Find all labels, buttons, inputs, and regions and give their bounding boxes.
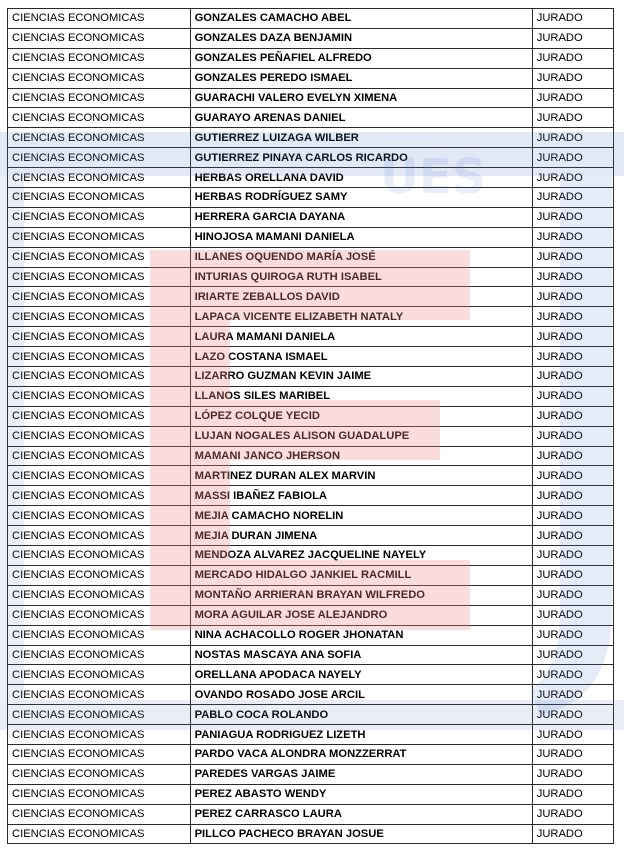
role-cell: JURADO	[532, 207, 613, 227]
name-cell: PANIAGUA RODRIGUEZ LIZETH	[190, 725, 532, 745]
name-cell: MENDOZA ALVAREZ JACQUELINE NAYELY	[190, 546, 532, 566]
name-cell: HERBAS ORELLANA DAVID	[190, 168, 532, 188]
table-row	[8, 108, 614, 128]
name-cell: PEREZ CARRASCO LAURA	[190, 804, 532, 824]
table-row	[8, 645, 614, 665]
faculty-cell: CIENCIAS ECONOMICAS	[8, 287, 191, 307]
faculty-cell: CIENCIAS ECONOMICAS	[8, 307, 191, 327]
faculty-cell: CIENCIAS ECONOMICAS	[8, 744, 191, 764]
faculty-cell: CIENCIAS ECONOMICAS	[8, 247, 191, 267]
name-cell: LAPACA VICENTE ELIZABETH NATALY	[190, 307, 532, 327]
table-row	[8, 207, 614, 227]
role-cell: JURADO	[532, 9, 613, 29]
role-cell: JURADO	[532, 645, 613, 665]
faculty-cell: CIENCIAS ECONOMICAS	[8, 227, 191, 247]
faculty-cell: CIENCIAS ECONOMICAS	[8, 28, 191, 48]
role-cell: JURADO	[532, 685, 613, 705]
role-cell: JURADO	[532, 824, 613, 844]
name-cell: MAMANI JANCO JHERSON	[190, 446, 532, 466]
role-cell: JURADO	[532, 327, 613, 347]
table-row	[8, 148, 614, 168]
name-cell: MARTINEZ DURAN ALEX MARVIN	[190, 466, 532, 486]
table-row	[8, 386, 614, 406]
role-cell: JURADO	[532, 526, 613, 546]
table-row	[8, 625, 614, 645]
role-cell: JURADO	[532, 227, 613, 247]
faculty-cell: CIENCIAS ECONOMICAS	[8, 168, 191, 188]
role-cell: JURADO	[532, 168, 613, 188]
faculty-cell: CIENCIAS ECONOMICAS	[8, 764, 191, 784]
role-cell: JURADO	[532, 744, 613, 764]
table-row	[8, 665, 614, 685]
name-cell: MASSI IBAÑEZ FABIOLA	[190, 486, 532, 506]
name-cell: GUARACHI VALERO EVELYN XIMENA	[190, 88, 532, 108]
name-cell: GONZALES PEREDO ISMAEL	[190, 68, 532, 88]
role-cell: JURADO	[532, 188, 613, 208]
name-cell: MEJIA DURAN JIMENA	[190, 526, 532, 546]
name-cell: LUJAN NOGALES ALISON GUADALUPE	[190, 426, 532, 446]
table-row	[8, 406, 614, 426]
role-cell: JURADO	[532, 48, 613, 68]
role-cell: JURADO	[532, 486, 613, 506]
role-cell: JURADO	[532, 128, 613, 148]
name-cell: NOSTAS MASCAYA ANA SOFIA	[190, 645, 532, 665]
faculty-cell: CIENCIAS ECONOMICAS	[8, 546, 191, 566]
name-cell: PILLCO PACHECO BRAYAN JOSUE	[190, 824, 532, 844]
role-cell: JURADO	[532, 28, 613, 48]
faculty-cell: CIENCIAS ECONOMICAS	[8, 526, 191, 546]
table-row	[8, 88, 614, 108]
name-cell: LAURA MAMANI DANIELA	[190, 327, 532, 347]
jury-roster-table	[7, 8, 614, 844]
role-cell: JURADO	[532, 108, 613, 128]
table-row	[8, 725, 614, 745]
role-cell: JURADO	[532, 267, 613, 287]
table-row	[8, 188, 614, 208]
name-cell: GUTIERREZ PINAYA CARLOS RICARDO	[190, 148, 532, 168]
role-cell: JURADO	[532, 287, 613, 307]
faculty-cell: CIENCIAS ECONOMICAS	[8, 188, 191, 208]
faculty-cell: CIENCIAS ECONOMICAS	[8, 426, 191, 446]
table-row	[8, 526, 614, 546]
faculty-cell: CIENCIAS ECONOMICAS	[8, 9, 191, 29]
role-cell: JURADO	[532, 347, 613, 367]
faculty-cell: CIENCIAS ECONOMICAS	[8, 48, 191, 68]
faculty-cell: CIENCIAS ECONOMICAS	[8, 486, 191, 506]
role-cell: JURADO	[532, 148, 613, 168]
role-cell: JURADO	[532, 665, 613, 685]
name-cell: GUTIERREZ LUIZAGA WILBER	[190, 128, 532, 148]
table-row	[8, 128, 614, 148]
table-row	[8, 744, 614, 764]
table-row	[8, 48, 614, 68]
role-cell: JURADO	[532, 68, 613, 88]
role-cell: JURADO	[532, 466, 613, 486]
role-cell: JURADO	[532, 605, 613, 625]
faculty-cell: CIENCIAS ECONOMICAS	[8, 804, 191, 824]
table-row	[8, 685, 614, 705]
faculty-cell: CIENCIAS ECONOMICAS	[8, 386, 191, 406]
table-row	[8, 227, 614, 247]
faculty-cell: CIENCIAS ECONOMICAS	[8, 585, 191, 605]
role-cell: JURADO	[532, 725, 613, 745]
faculty-cell: CIENCIAS ECONOMICAS	[8, 506, 191, 526]
faculty-cell: CIENCIAS ECONOMICAS	[8, 88, 191, 108]
name-cell: HERRERA GARCIA DAYANA	[190, 207, 532, 227]
name-cell: MEJIA CAMACHO NORELIN	[190, 506, 532, 526]
role-cell: JURADO	[532, 406, 613, 426]
name-cell: GUARAYO ARENAS DANIEL	[190, 108, 532, 128]
faculty-cell: CIENCIAS ECONOMICAS	[8, 784, 191, 804]
name-cell: LIZARRO GUZMAN KEVIN JAIME	[190, 367, 532, 387]
faculty-cell: CIENCIAS ECONOMICAS	[8, 705, 191, 725]
name-cell: MONTAÑO ARRIERAN BRAYAN WILFREDO	[190, 585, 532, 605]
faculty-cell: CIENCIAS ECONOMICAS	[8, 406, 191, 426]
table-row	[8, 347, 614, 367]
faculty-cell: CIENCIAS ECONOMICAS	[8, 148, 191, 168]
table-row	[8, 367, 614, 387]
faculty-cell: CIENCIAS ECONOMICAS	[8, 605, 191, 625]
name-cell: PAREDES VARGAS JAIME	[190, 764, 532, 784]
name-cell: PABLO COCA ROLANDO	[190, 705, 532, 725]
role-cell: JURADO	[532, 386, 613, 406]
table-row	[8, 705, 614, 725]
name-cell: OVANDO ROSADO JOSE ARCIL	[190, 685, 532, 705]
table-row	[8, 486, 614, 506]
table-row	[8, 764, 614, 784]
name-cell: MERCADO HIDALGO JANKIEL RACMILL	[190, 565, 532, 585]
name-cell: GONZALES DAZA BENJAMIN	[190, 28, 532, 48]
table-row	[8, 605, 614, 625]
name-cell: LÓPEZ COLQUE YECID	[190, 406, 532, 426]
table-row	[8, 247, 614, 267]
faculty-cell: CIENCIAS ECONOMICAS	[8, 128, 191, 148]
table-row	[8, 506, 614, 526]
role-cell: JURADO	[532, 764, 613, 784]
role-cell: JURADO	[532, 367, 613, 387]
faculty-cell: CIENCIAS ECONOMICAS	[8, 367, 191, 387]
name-cell: IRIARTE ZEBALLOS DAVID	[190, 287, 532, 307]
faculty-cell: CIENCIAS ECONOMICAS	[8, 108, 191, 128]
role-cell: JURADO	[532, 88, 613, 108]
faculty-cell: CIENCIAS ECONOMICAS	[8, 565, 191, 585]
name-cell: PARDO VACA ALONDRA MONZZERRAT	[190, 744, 532, 764]
faculty-cell: CIENCIAS ECONOMICAS	[8, 625, 191, 645]
table-row	[8, 28, 614, 48]
role-cell: JURADO	[532, 625, 613, 645]
faculty-cell: CIENCIAS ECONOMICAS	[8, 347, 191, 367]
table-row	[8, 168, 614, 188]
role-cell: JURADO	[532, 804, 613, 824]
faculty-cell: CIENCIAS ECONOMICAS	[8, 207, 191, 227]
name-cell: NINA ACHACOLLO ROGER JHONATAN	[190, 625, 532, 645]
role-cell: JURADO	[532, 426, 613, 446]
table-row	[8, 585, 614, 605]
role-cell: JURADO	[532, 506, 613, 526]
faculty-cell: CIENCIAS ECONOMICAS	[8, 466, 191, 486]
name-cell: ILLANES OQUENDO MARÍA JOSÉ	[190, 247, 532, 267]
table-row	[8, 267, 614, 287]
table-row	[8, 446, 614, 466]
table-row	[8, 565, 614, 585]
faculty-cell: CIENCIAS ECONOMICAS	[8, 68, 191, 88]
role-cell: JURADO	[532, 705, 613, 725]
jury-roster-body	[8, 9, 614, 844]
table-row	[8, 804, 614, 824]
table-row	[8, 307, 614, 327]
name-cell: ORELLANA APODACA NAYELY	[190, 665, 532, 685]
faculty-cell: CIENCIAS ECONOMICAS	[8, 327, 191, 347]
faculty-cell: CIENCIAS ECONOMICAS	[8, 446, 191, 466]
table-row	[8, 546, 614, 566]
name-cell: INTURIAS QUIROGA RUTH ISABEL	[190, 267, 532, 287]
table-row	[8, 784, 614, 804]
table-row	[8, 9, 614, 29]
name-cell: HINOJOSA MAMANI DANIELA	[190, 227, 532, 247]
faculty-cell: CIENCIAS ECONOMICAS	[8, 665, 191, 685]
role-cell: JURADO	[532, 247, 613, 267]
faculty-cell: CIENCIAS ECONOMICAS	[8, 267, 191, 287]
name-cell: PEREZ ABASTO WENDY	[190, 784, 532, 804]
role-cell: JURADO	[532, 307, 613, 327]
name-cell: GONZALES PEÑAFIEL ALFREDO	[190, 48, 532, 68]
faculty-cell: CIENCIAS ECONOMICAS	[8, 645, 191, 665]
name-cell: MORA AGUILAR JOSE ALEJANDRO	[190, 605, 532, 625]
faculty-cell: CIENCIAS ECONOMICAS	[8, 824, 191, 844]
role-cell: JURADO	[532, 565, 613, 585]
name-cell: LAZO COSTANA ISMAEL	[190, 347, 532, 367]
table-row	[8, 426, 614, 446]
table-row	[8, 466, 614, 486]
role-cell: JURADO	[532, 446, 613, 466]
table-row	[8, 68, 614, 88]
table-row	[8, 327, 614, 347]
name-cell: LLANOS SILES MARIBEL	[190, 386, 532, 406]
role-cell: JURADO	[532, 585, 613, 605]
table-row	[8, 287, 614, 307]
name-cell: GONZALES CAMACHO ABEL	[190, 9, 532, 29]
role-cell: JURADO	[532, 546, 613, 566]
table-row	[8, 824, 614, 844]
faculty-cell: CIENCIAS ECONOMICAS	[8, 725, 191, 745]
faculty-cell: CIENCIAS ECONOMICAS	[8, 685, 191, 705]
watermark-letters: UES	[380, 149, 487, 205]
name-cell: HERBAS RODRÍGUEZ SAMY	[190, 188, 532, 208]
role-cell: JURADO	[532, 784, 613, 804]
